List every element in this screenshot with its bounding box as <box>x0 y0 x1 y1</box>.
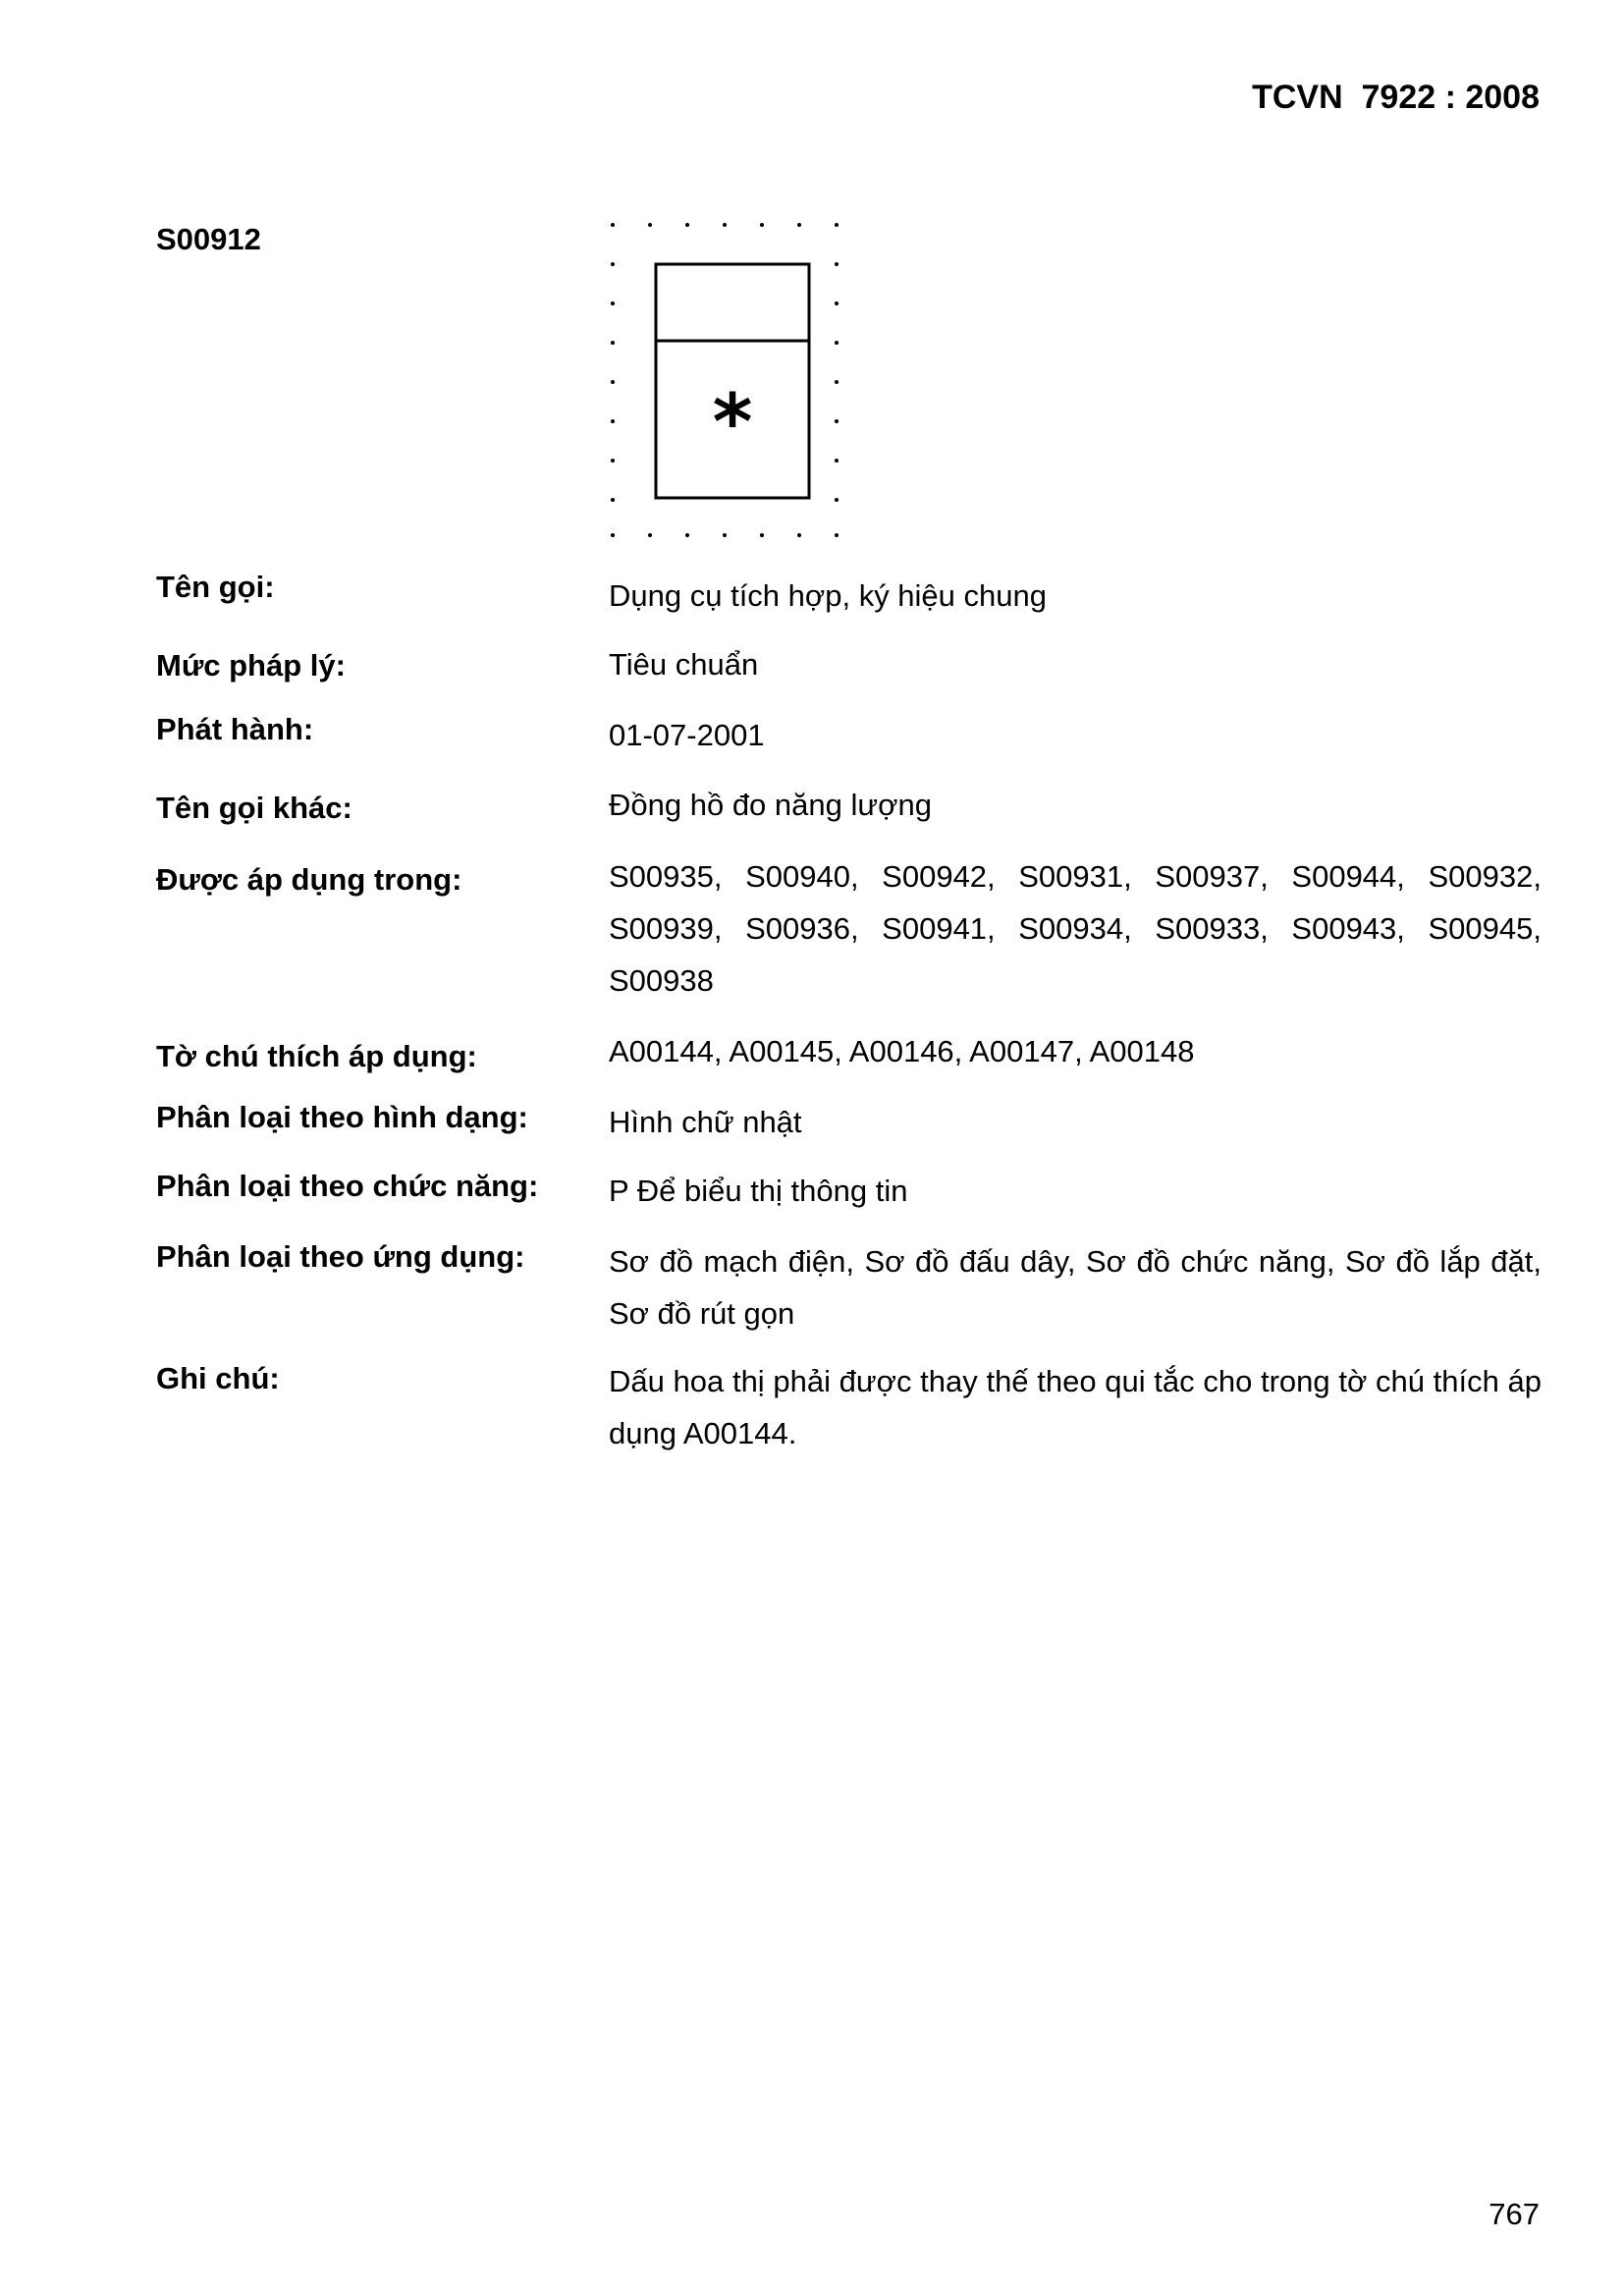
applied-in-value: S00935, S00940, S00942, S00931, S00937, S00944, S00932, S00939, S00936, S00941, S00934, S00933, S00943, S00945, S00938 <box>609 859 1542 998</box>
shape-class-label: Phân loại theo hình dạng: <box>156 1100 528 1134</box>
note-label: Ghi chú: <box>156 1361 280 1395</box>
applied-in-label: Được áp dụng trong: <box>156 862 462 897</box>
function-class-value: P Để biểu thị thông tin <box>609 1174 908 1208</box>
standard-code: TCVN 7922 : 2008 <box>1252 79 1540 116</box>
legal-level-value: Tiêu chuẩn <box>609 647 759 682</box>
page-number: 767 <box>1489 2197 1540 2231</box>
function-class-label: Phân loại theo chức năng: <box>156 1169 539 1203</box>
symbol-id: S00912 <box>156 222 261 256</box>
issued-value: 01-07-2001 <box>609 718 765 752</box>
application-note-label: Tờ chú thích áp dụng: <box>156 1039 477 1073</box>
shape-class-value: Hình chữ nhật <box>609 1105 802 1139</box>
name-value: Dụng cụ tích hợp, ký hiệu chung <box>609 578 1047 613</box>
other-name-label: Tên gọi khác: <box>156 791 352 825</box>
asterisk-rectangle-symbol-icon <box>589 201 884 555</box>
application-class-label: Phân loại theo ứng dụng: <box>156 1239 525 1274</box>
application-note-value: A00144, A00145, A00146, A00147, A00148 <box>609 1034 1195 1068</box>
legal-level-label: Mức pháp lý: <box>156 648 346 683</box>
application-class-value: Sơ đồ mạch điện, Sơ đồ đấu dây, Sơ đồ chức năng, Sơ đồ lắp đặt, Sơ đồ rút gọn <box>609 1244 1542 1331</box>
asterisk-glyph: * <box>712 379 753 467</box>
other-name-value: Đồng hồ đo năng lượng <box>609 788 932 822</box>
note-value: Dấu hoa thị phải được thay thế theo qui tắc cho trong tờ chú thích áp dụng A00144. <box>609 1364 1542 1450</box>
issued-label: Phát hành: <box>156 712 314 746</box>
name-label: Tên gọi: <box>156 570 275 604</box>
